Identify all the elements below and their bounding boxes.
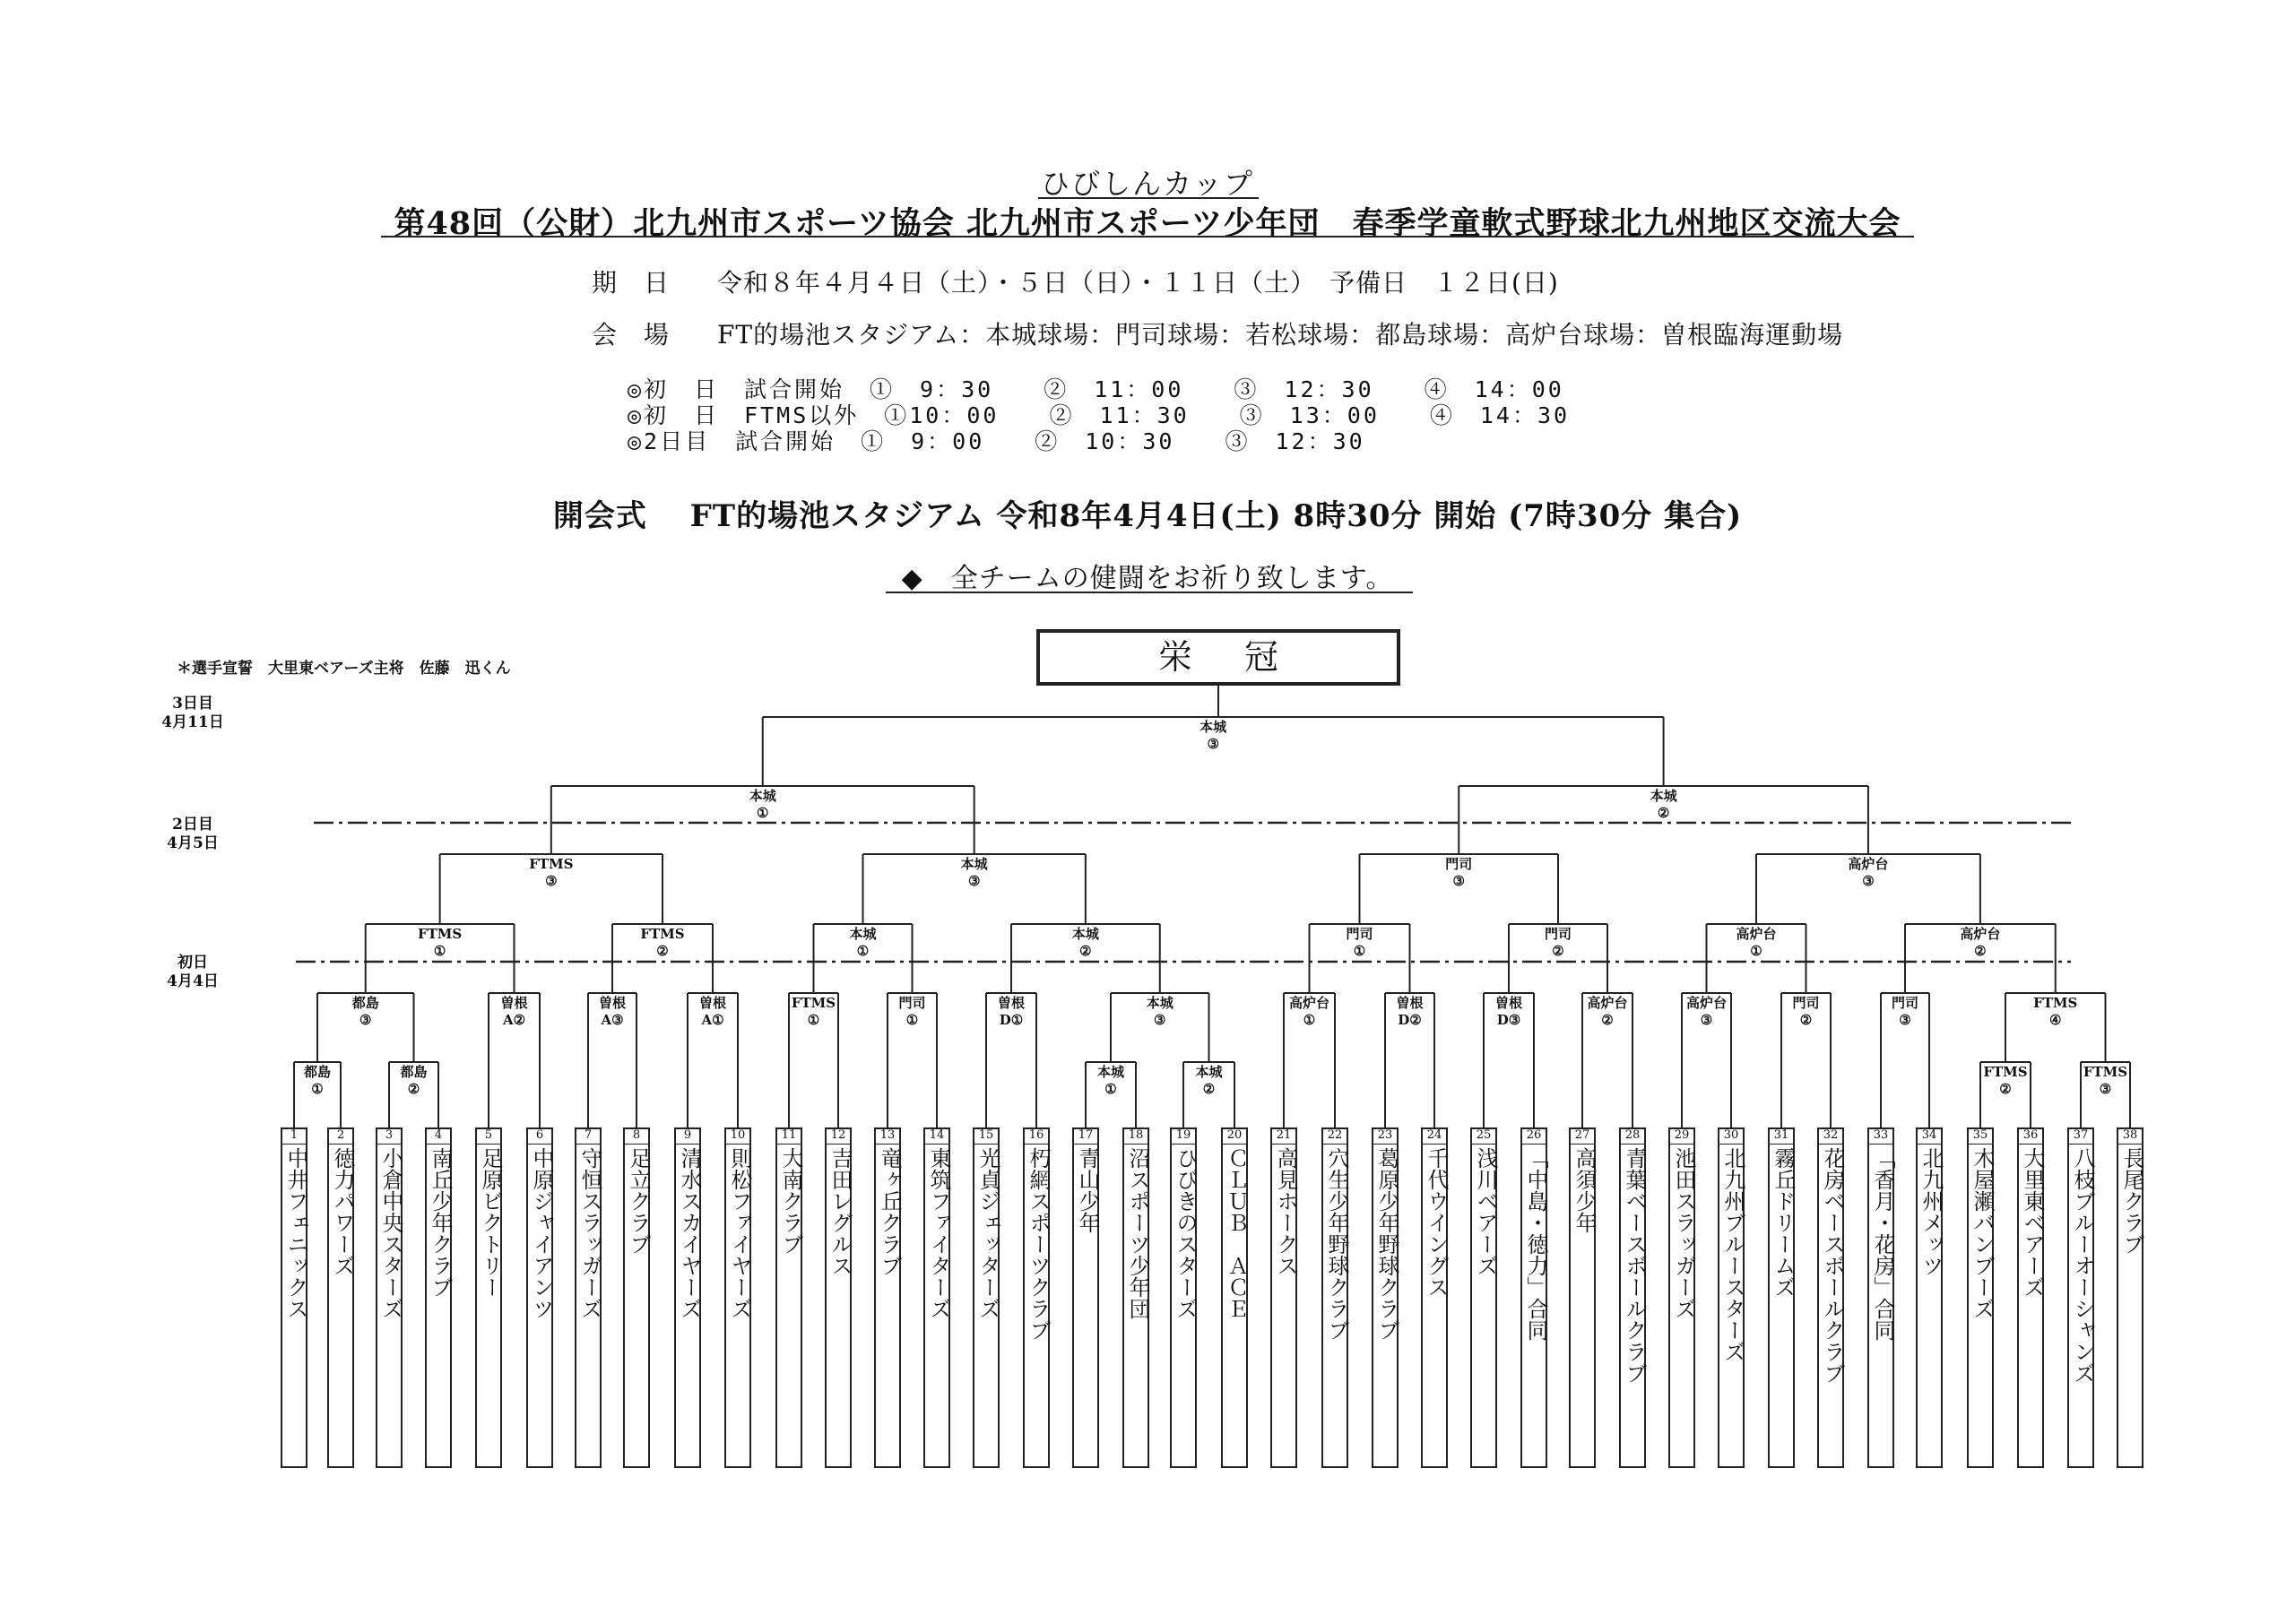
dates-value: 令和８年４月４日（土）・５日（日）・１１日（土） 予備日 １２日(日)	[717, 268, 1559, 298]
team-name: 中原ジャイアンツ	[529, 1147, 554, 1319]
match-label	[325, 995, 406, 1029]
match-venue: 門司	[1445, 856, 1473, 872]
team-name: 朽網スポーツクラブ	[1026, 1147, 1051, 1341]
match-order: ①	[905, 1012, 919, 1028]
team-name: 青葉ベースボールクラブ	[1622, 1147, 1647, 1384]
match-venue: 曽根	[1494, 995, 1522, 1011]
match-venue: 高炉台	[1736, 926, 1777, 942]
match-label	[1518, 926, 1598, 960]
match-label	[1940, 926, 2021, 960]
team-name: 則松ファイヤーズ	[727, 1147, 752, 1319]
match-label	[1120, 995, 1200, 1029]
day3-day: 3日目	[172, 695, 213, 713]
match-label	[672, 995, 753, 1029]
team-name: 高須少年	[1572, 1147, 1597, 1233]
match-order: ③	[2099, 1081, 2112, 1097]
team-name: 守恒スラッガーズ	[577, 1147, 602, 1319]
match-label	[1320, 926, 1400, 960]
match-venue: 都島	[351, 995, 379, 1011]
team-number: 4	[425, 1127, 452, 1145]
match-venue: 高炉台	[1685, 995, 1727, 1011]
team-name: 吉田レグルス	[827, 1147, 853, 1276]
prayer-line: ◆ 全チームの健闘をお祈り致します。	[901, 563, 1394, 594]
match-label	[823, 926, 904, 960]
match-label	[1169, 1064, 1250, 1098]
match-venue: 高炉台	[1848, 856, 1889, 872]
match-order: ①	[856, 943, 870, 959]
match-label	[277, 1064, 358, 1098]
day1-day: 初日	[178, 954, 208, 972]
match-label	[1418, 856, 1499, 890]
team-number: 3	[376, 1127, 403, 1145]
match-order: ②	[1799, 1012, 1813, 1028]
team-number: 37	[2067, 1127, 2094, 1145]
schedule-line-1: ◎初 日 試合開始 ① 9：30 ② 11：00 ③ 12：30 ④ 14：00	[628, 376, 1564, 402]
match-label	[872, 995, 953, 1029]
team-name: 沼スポーツ少年団	[1125, 1147, 1150, 1319]
team-number: 24	[1421, 1127, 1448, 1145]
match-venue: 都島	[303, 1064, 331, 1080]
match-order: ①	[757, 805, 769, 821]
team-name: 小倉中央スターズ	[378, 1147, 403, 1319]
team-number: 9	[674, 1127, 701, 1145]
team-name: 霧丘ドリームズ	[1771, 1147, 1796, 1298]
match-venue: 本城	[1195, 1064, 1223, 1080]
team-number: 17	[1072, 1127, 1099, 1145]
match-venue: 門司	[1891, 995, 1918, 1011]
match-venue: 本城	[849, 926, 877, 942]
match-venue: FTMS	[640, 926, 685, 942]
day1-date: 4月4日	[167, 972, 219, 990]
team-number: 29	[1668, 1127, 1695, 1145]
team-number: 12	[825, 1127, 852, 1145]
match-label	[1965, 1064, 2046, 1098]
match-order: ②	[1552, 943, 1564, 959]
match-label	[2015, 995, 2096, 1029]
match-label	[572, 995, 653, 1029]
match-label	[374, 1064, 455, 1098]
match-venue: 曽根	[500, 995, 528, 1011]
match-order: ③	[1899, 1012, 1911, 1028]
day2-day: 2日目	[172, 816, 213, 834]
match-venue: 曽根	[997, 995, 1025, 1011]
team-name: 東筑ファイターズ	[926, 1147, 951, 1319]
team-number: 11	[775, 1127, 802, 1145]
match-venue: 本城	[960, 856, 988, 872]
team-number: 38	[2117, 1127, 2143, 1145]
match-venue: FTMS	[418, 926, 463, 942]
match-order: ③	[359, 1012, 372, 1028]
match-venue: FTMS	[2083, 1064, 2128, 1080]
team-name: 長尾クラブ	[2119, 1147, 2144, 1255]
team-number: 6	[526, 1127, 553, 1145]
match-venue: 本城	[1650, 788, 1677, 804]
match-order: ④	[2049, 1012, 2062, 1028]
match-venue: 高炉台	[1587, 995, 1628, 1011]
match-label	[971, 995, 1052, 1029]
team-name: 中井フェニックス	[283, 1147, 308, 1319]
match-venue: FTMS	[2033, 995, 2078, 1011]
match-venue: 本城	[749, 788, 776, 804]
team-name: 浅川ベアーズ	[1473, 1147, 1498, 1276]
day2-date: 4月5日	[167, 834, 219, 852]
match-order: ①	[1303, 1012, 1316, 1028]
team-number: 2	[327, 1127, 354, 1145]
team-number: 28	[1619, 1127, 1646, 1145]
match-venue: 曽根	[598, 995, 626, 1011]
venue-label: 会 場	[592, 320, 671, 350]
team-number: 8	[623, 1127, 650, 1145]
team-name: 南丘少年クラブ	[428, 1147, 453, 1298]
team-name: 花房ベースボールクラブ	[1820, 1147, 1845, 1384]
match-label	[1667, 995, 1747, 1029]
team-number: 15	[973, 1127, 1000, 1145]
match-order: ②	[656, 943, 669, 959]
match-venue: FTMS	[529, 856, 574, 872]
match-venue: 曽根	[698, 995, 726, 1011]
team-name: ひびきのスターズ	[1173, 1147, 1198, 1319]
match-order: ①	[1353, 943, 1366, 959]
team-number: 10	[724, 1127, 751, 1145]
match-order: A②	[502, 1012, 526, 1028]
match-order: D③	[1496, 1012, 1521, 1028]
team-name: 木屋瀬バンブーズ	[1970, 1147, 1995, 1319]
schedule-line-2: ◎初 日 FTMS以外 ①10：00 ② 11：30 ③ 13：00 ④ 14：30	[628, 402, 1571, 428]
team-number: 21	[1270, 1127, 1297, 1145]
team-number: 27	[1569, 1127, 1596, 1145]
match-label	[1865, 995, 1945, 1029]
team-number: 14	[923, 1127, 950, 1145]
match-label	[1173, 719, 1253, 753]
match-order: ①	[807, 1012, 820, 1028]
match-order: ②	[1999, 1081, 2012, 1097]
match-order: ③	[1862, 873, 1875, 889]
match-order: ①	[1750, 943, 1762, 959]
team-name: 北九州ブルースターズ	[1720, 1147, 1745, 1362]
match-order: ③	[545, 873, 558, 889]
match-venue: 曽根	[1396, 995, 1424, 1011]
match-order: A③	[601, 1012, 624, 1028]
team-name: 清水スカイヤーズ	[677, 1147, 702, 1319]
team-name: 池田スラッガーズ	[1671, 1147, 1696, 1319]
match-order: ③	[1700, 1012, 1713, 1028]
team-name: ＣＬＵＢ ＡＣＥ	[1224, 1147, 1249, 1319]
match-label	[723, 788, 803, 822]
team-name: 徳力パワーズ	[330, 1147, 355, 1276]
champion-box: 栄冠	[1036, 629, 1400, 686]
team-number: 31	[1768, 1127, 1795, 1145]
match-order: ②	[1657, 805, 1670, 821]
match-label	[1624, 788, 1704, 822]
match-order: ③	[1452, 873, 1465, 889]
match-label	[1070, 1064, 1151, 1098]
match-order: A①	[701, 1012, 724, 1028]
team-name: 竜ヶ丘クラブ	[877, 1147, 902, 1276]
team-number: 13	[874, 1127, 901, 1145]
match-label	[400, 926, 481, 960]
match-label	[774, 995, 854, 1029]
dates-label: 期 日	[592, 268, 671, 298]
match-label	[1828, 856, 1909, 890]
match-label	[474, 995, 555, 1029]
match-venue: FTMS	[791, 995, 836, 1011]
match-order: ②	[407, 1081, 420, 1097]
match-label	[622, 926, 703, 960]
match-label	[1766, 995, 1847, 1029]
match-order: ③	[1207, 736, 1219, 752]
team-number: 18	[1122, 1127, 1149, 1145]
team-name: 八枝ブルーオーシャンズ	[2070, 1147, 2095, 1384]
match-label	[1045, 926, 1126, 960]
match-label	[1567, 995, 1648, 1029]
match-order: ①	[311, 1081, 324, 1097]
match-venue: 高炉台	[1288, 995, 1329, 1011]
match-venue: 門司	[1544, 926, 1572, 942]
team-name: 葛原少年野球クラブ	[1374, 1147, 1399, 1341]
match-order: ①	[433, 943, 446, 959]
team-name: 「香月・花房」合同	[1870, 1147, 1895, 1341]
match-venue: 高炉台	[1960, 926, 2001, 942]
team-number: 7	[575, 1127, 602, 1145]
team-number: 5	[475, 1127, 502, 1145]
day3-date: 4月11日	[161, 713, 224, 731]
team-number: 1	[281, 1127, 307, 1145]
team-number: 30	[1718, 1127, 1745, 1145]
match-label	[1716, 926, 1797, 960]
team-number: 19	[1170, 1127, 1197, 1145]
team-name: 千代ウイングス	[1424, 1147, 1449, 1298]
team-name: 大南クラブ	[778, 1147, 803, 1255]
match-order: ②	[1202, 1081, 1216, 1097]
team-name: 青山少年	[1075, 1147, 1100, 1233]
match-label	[511, 856, 592, 890]
match-venue: 門司	[1792, 995, 1820, 1011]
venue-value: FT的場池スタジアム：本城球場：門司球場：若松球場：都島球場：高炉台球場：曽根臨海運動場	[717, 320, 1844, 350]
match-venue: 門司	[1346, 926, 1373, 942]
page-title: 第48回（公財）北九州市スポーツ協会 北九州市スポーツ少年団 春季学童軟式野球北九州地区交流大会	[394, 205, 1901, 242]
team-number: 33	[1867, 1127, 1894, 1145]
team-number: 35	[1967, 1127, 1994, 1145]
team-number: 36	[2017, 1127, 2044, 1145]
match-order: ②	[1974, 943, 1987, 959]
match-label	[1468, 995, 1549, 1029]
match-order: ②	[1079, 943, 1092, 959]
team-name: 光貞ジェッターズ	[975, 1147, 1000, 1319]
match-venue: 門司	[898, 995, 926, 1011]
match-label	[2066, 1064, 2146, 1098]
match-order: ①	[1104, 1081, 1117, 1097]
match-order: ③	[967, 873, 981, 889]
schedule-line-3: ◎2日目 試合開始 ① 9：00 ② 10：30 ③ 12：30	[628, 428, 1365, 454]
match-label	[1370, 995, 1451, 1029]
team-number: 16	[1023, 1127, 1050, 1145]
team-number: 34	[1916, 1127, 1943, 1145]
match-venue: FTMS	[1983, 1064, 2028, 1080]
match-order: ③	[1154, 1012, 1166, 1028]
team-number: 26	[1520, 1127, 1547, 1145]
match-venue: 都島	[400, 1064, 428, 1080]
team-name: 高見ホークス	[1273, 1147, 1298, 1276]
team-name: 「中島・徳力」合同	[1523, 1147, 1548, 1341]
team-name: 大里東ベアーズ	[2020, 1147, 2045, 1298]
match-label	[1269, 995, 1350, 1029]
match-order: D①	[999, 1012, 1024, 1028]
team-name: 北九州メッツ	[1918, 1147, 1944, 1276]
team-name: 足原ビクトリー	[478, 1147, 503, 1298]
team-number: 22	[1321, 1127, 1348, 1145]
match-order: D②	[1398, 1012, 1422, 1028]
match-venue: 本城	[1146, 995, 1173, 1011]
team-number: 32	[1817, 1127, 1844, 1145]
team-name: 穴生少年野球クラブ	[1324, 1147, 1349, 1341]
subtitle: ひびしんカップ	[1041, 167, 1254, 201]
team-number: 20	[1221, 1127, 1248, 1145]
team-name: 足立クラブ	[626, 1147, 651, 1255]
match-venue: 本城	[1096, 1064, 1124, 1080]
match-label	[934, 856, 1015, 890]
match-venue: 本城	[1199, 719, 1227, 735]
opening-ceremony: 開会式 FT的場池スタジアム 令和8年4月4日(土) 8時30分 開始 (7時30分 集合)	[552, 498, 1743, 534]
match-order: ②	[1601, 1012, 1614, 1028]
team-number: 25	[1470, 1127, 1497, 1145]
match-venue: 本城	[1071, 926, 1099, 942]
team-number: 23	[1372, 1127, 1399, 1145]
player-oath: ＊選手宣誓 大里東ベアーズ主将 佐藤 迅くん	[177, 660, 511, 678]
